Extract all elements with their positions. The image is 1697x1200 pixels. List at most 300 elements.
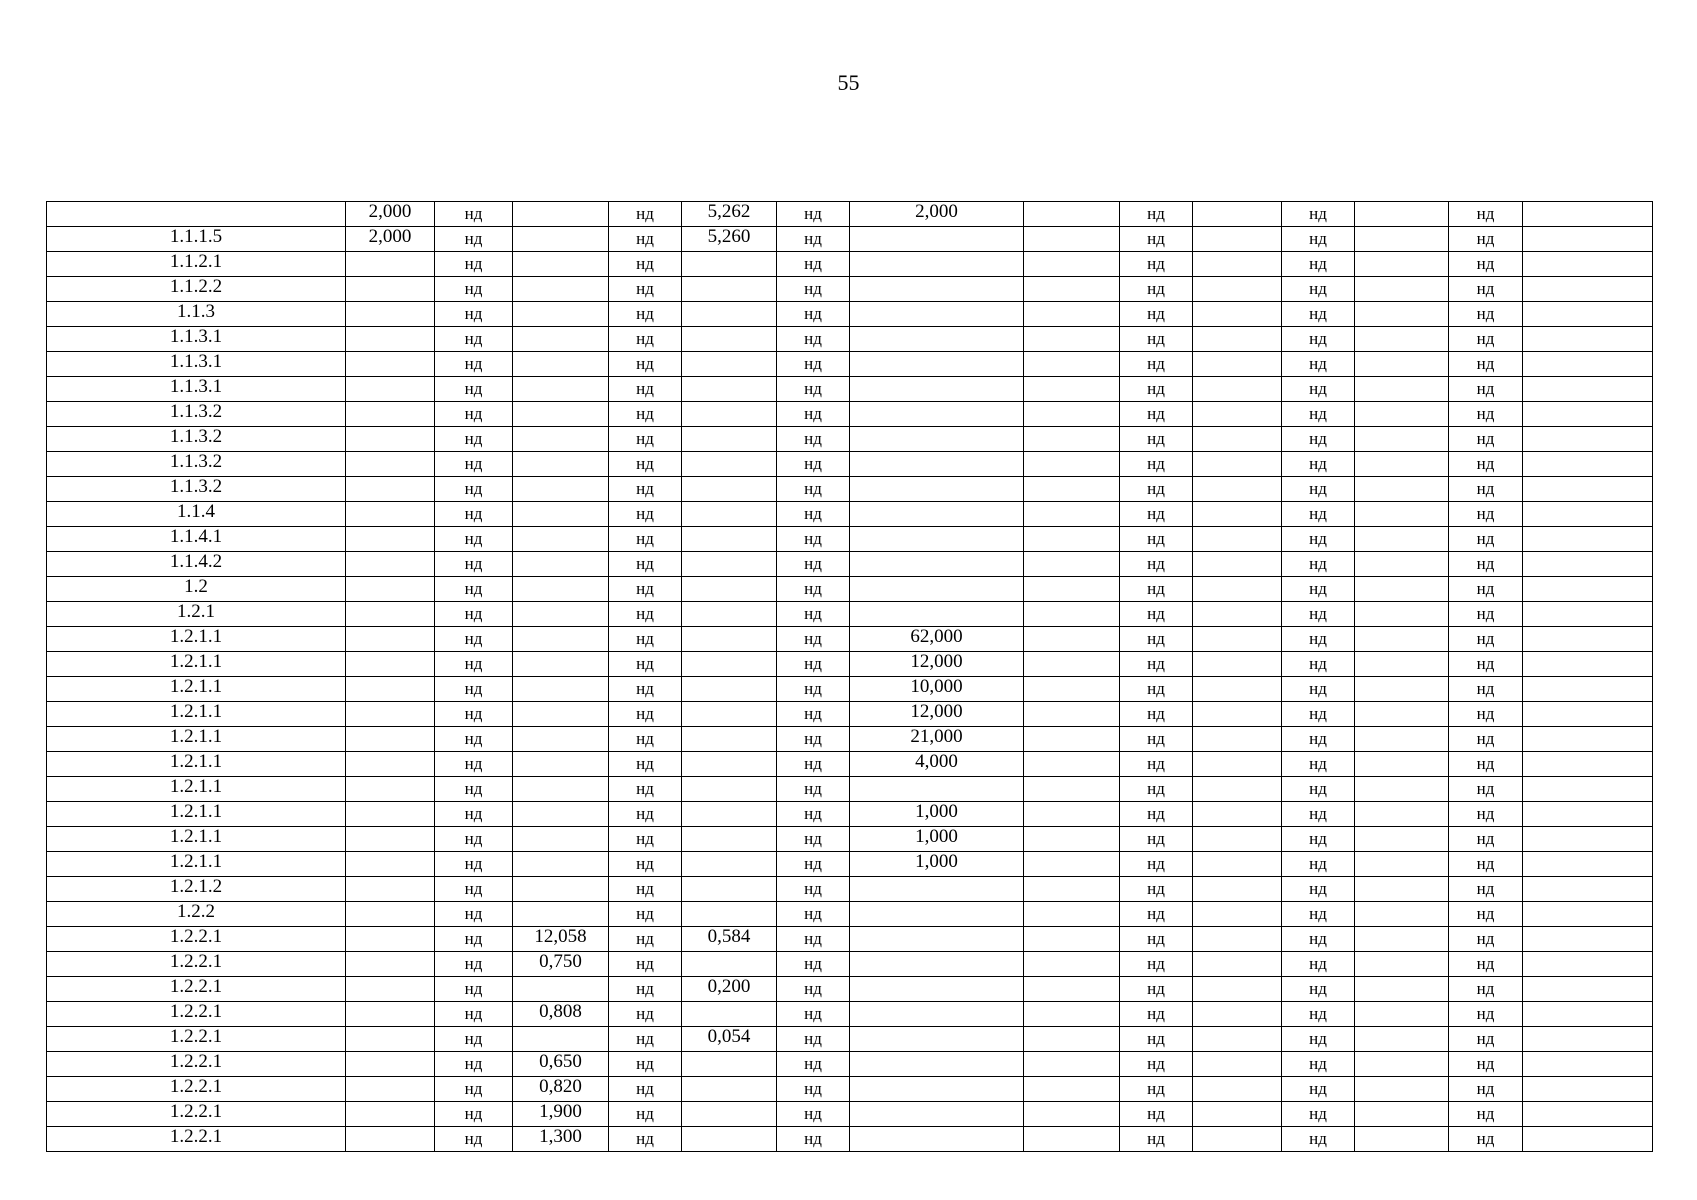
table-cell <box>1355 377 1449 402</box>
table-cell: нд <box>777 552 850 577</box>
table-cell <box>513 202 609 227</box>
table-cell: нд <box>1282 1102 1355 1127</box>
table-cell <box>1193 1077 1282 1102</box>
row-code-cell: 1.2.2.1 <box>47 927 346 952</box>
table-cell <box>682 427 777 452</box>
row-code-cell: 1.1.4.1 <box>47 527 346 552</box>
table-cell <box>346 1102 435 1127</box>
table-cell: нд <box>1120 652 1193 677</box>
table-cell <box>1193 627 1282 652</box>
table-cell: нд <box>1449 527 1523 552</box>
table-cell <box>346 552 435 577</box>
table-cell: нд <box>609 602 682 627</box>
table-cell <box>1193 527 1282 552</box>
table-cell: нд <box>1282 302 1355 327</box>
table-cell: нд <box>609 252 682 277</box>
table-cell <box>513 527 609 552</box>
table-cell: нд <box>435 652 513 677</box>
table-cell <box>850 527 1024 552</box>
table-cell <box>1193 1002 1282 1027</box>
table-cell <box>513 977 609 1002</box>
table-cell <box>1523 602 1653 627</box>
table-cell <box>1523 1077 1653 1102</box>
table-cell: нд <box>1282 552 1355 577</box>
table-cell <box>513 477 609 502</box>
table-cell <box>1355 227 1449 252</box>
row-code-cell: 1.2.1.1 <box>47 852 346 877</box>
table-cell: 0,054 <box>682 1027 777 1052</box>
row-code-cell: 1.2.2.1 <box>47 1052 346 1077</box>
table-cell: нд <box>1282 877 1355 902</box>
table-cell: нд <box>609 1002 682 1027</box>
row-code-cell: 1.1.3.2 <box>47 427 346 452</box>
table-cell: нд <box>609 227 682 252</box>
table-cell: нд <box>1282 1027 1355 1052</box>
table-cell <box>1024 427 1120 452</box>
table-cell: 5,260 <box>682 227 777 252</box>
table-cell <box>1523 227 1653 252</box>
table-row <box>47 527 1653 552</box>
table-cell: нд <box>435 627 513 652</box>
row-code-cell: 1.1.3.1 <box>47 377 346 402</box>
table-cell <box>1024 727 1120 752</box>
table-cell <box>1355 977 1449 1002</box>
row-code-cell: 1.1.3.2 <box>47 402 346 427</box>
table-cell <box>1193 277 1282 302</box>
table-cell: нд <box>609 777 682 802</box>
table-cell <box>513 502 609 527</box>
table-cell: нд <box>1449 477 1523 502</box>
table-cell: 4,000 <box>850 752 1024 777</box>
table-cell <box>346 677 435 702</box>
table-cell <box>346 1002 435 1027</box>
row-code-cell: 1.2.1.1 <box>47 752 346 777</box>
table-cell <box>513 227 609 252</box>
table-cell: нд <box>609 377 682 402</box>
table-cell <box>346 877 435 902</box>
table-cell <box>682 277 777 302</box>
table-row <box>47 602 1653 627</box>
table-cell: нд <box>1449 827 1523 852</box>
table-cell: нд <box>1449 252 1523 277</box>
table-cell: 12,000 <box>850 652 1024 677</box>
table-cell: нд <box>777 202 850 227</box>
table-cell: нд <box>1449 777 1523 802</box>
table-cell <box>346 627 435 652</box>
table-cell: нд <box>435 227 513 252</box>
table-cell <box>1024 1027 1120 1052</box>
table-cell: нд <box>435 502 513 527</box>
table-cell: нд <box>1449 1102 1523 1127</box>
table-cell: нд <box>1449 452 1523 477</box>
table-cell <box>1355 702 1449 727</box>
table-cell: нд <box>1449 1027 1523 1052</box>
table-cell <box>1193 827 1282 852</box>
table-cell: нд <box>609 352 682 377</box>
table-cell <box>682 302 777 327</box>
table-cell <box>850 877 1024 902</box>
table-cell: 0,584 <box>682 927 777 952</box>
table-cell <box>513 552 609 577</box>
table-cell: 1,000 <box>850 852 1024 877</box>
table-row <box>47 952 1653 977</box>
table-cell <box>1523 902 1653 927</box>
table-cell <box>346 977 435 1002</box>
table-cell <box>1355 827 1449 852</box>
table-cell: нд <box>1282 777 1355 802</box>
table-cell <box>1024 252 1120 277</box>
table-cell <box>1523 352 1653 377</box>
table-row <box>47 727 1653 752</box>
table-cell <box>1024 327 1120 352</box>
table-cell: нд <box>1282 1127 1355 1152</box>
table-cell: нд <box>1120 877 1193 902</box>
table-cell: нд <box>1120 1077 1193 1102</box>
table-cell <box>1193 577 1282 602</box>
table-cell: нд <box>609 702 682 727</box>
row-code-cell <box>47 202 346 227</box>
table-cell <box>1355 552 1449 577</box>
table-cell <box>850 452 1024 477</box>
row-code-cell: 1.1.3 <box>47 302 346 327</box>
table-cell <box>513 577 609 602</box>
table-cell <box>1523 877 1653 902</box>
table-cell: нд <box>435 527 513 552</box>
table-cell: нд <box>1449 902 1523 927</box>
table-cell <box>1355 1027 1449 1052</box>
table-cell <box>682 752 777 777</box>
table-cell: нд <box>777 1052 850 1077</box>
table-cell <box>1523 1052 1653 1077</box>
table-cell <box>1024 902 1120 927</box>
table-row <box>47 252 1653 277</box>
table-cell: нд <box>1282 377 1355 402</box>
table-cell: нд <box>1449 402 1523 427</box>
table-cell <box>1193 1127 1282 1152</box>
row-code-cell: 1.2.1 <box>47 602 346 627</box>
table-cell: нд <box>1282 627 1355 652</box>
table-cell: нд <box>777 277 850 302</box>
table-cell <box>346 652 435 677</box>
table-cell: нд <box>435 977 513 1002</box>
table-cell: нд <box>609 1027 682 1052</box>
table-cell: нд <box>609 502 682 527</box>
table-cell: нд <box>777 777 850 802</box>
table-cell <box>1024 502 1120 527</box>
table-cell: нд <box>1449 927 1523 952</box>
table-row <box>47 977 1653 1002</box>
row-code-cell: 1.2.2.1 <box>47 977 346 1002</box>
table-cell <box>850 427 1024 452</box>
table-cell: нд <box>609 877 682 902</box>
table-cell <box>682 477 777 502</box>
table-cell <box>1193 752 1282 777</box>
table-cell: нд <box>435 427 513 452</box>
table-cell: нд <box>1120 277 1193 302</box>
table-cell <box>1193 702 1282 727</box>
table-cell: нд <box>777 227 850 252</box>
table-cell <box>1523 752 1653 777</box>
row-code-cell: 1.2 <box>47 577 346 602</box>
table-cell: нд <box>1120 852 1193 877</box>
table-cell: нд <box>1282 927 1355 952</box>
table-cell: нд <box>1449 302 1523 327</box>
table-cell <box>682 452 777 477</box>
table-cell <box>513 1027 609 1052</box>
table-cell <box>1024 1052 1120 1077</box>
table-cell <box>513 377 609 402</box>
table-cell <box>850 402 1024 427</box>
table-cell <box>1193 777 1282 802</box>
table-cell: нд <box>1120 927 1193 952</box>
table-cell <box>1024 552 1120 577</box>
table-cell: 1,000 <box>850 827 1024 852</box>
table-cell <box>1355 652 1449 677</box>
table-cell <box>1193 1027 1282 1052</box>
table-cell: нд <box>1120 552 1193 577</box>
table-cell <box>1523 577 1653 602</box>
table-cell: нд <box>777 727 850 752</box>
row-code-cell: 1.2.2 <box>47 902 346 927</box>
table-cell: нд <box>435 377 513 402</box>
table-cell: нд <box>777 752 850 777</box>
table-cell: нд <box>609 677 682 702</box>
table-cell: нд <box>1449 502 1523 527</box>
table-cell: нд <box>1449 677 1523 702</box>
table-cell <box>1193 877 1282 902</box>
table-cell <box>850 602 1024 627</box>
table-cell: нд <box>609 1102 682 1127</box>
table-cell <box>682 952 777 977</box>
table-cell <box>1523 677 1653 702</box>
table-cell <box>682 252 777 277</box>
table-cell <box>682 802 777 827</box>
table-cell: нд <box>1282 477 1355 502</box>
table-cell: нд <box>609 402 682 427</box>
table-cell: нд <box>1449 627 1523 652</box>
table-cell: нд <box>1120 1052 1193 1077</box>
table-cell <box>1355 852 1449 877</box>
table-cell <box>346 777 435 802</box>
table-cell: нд <box>777 302 850 327</box>
table-cell: нд <box>1120 777 1193 802</box>
table-cell: нд <box>435 952 513 977</box>
table-cell <box>346 577 435 602</box>
table-cell <box>1193 327 1282 352</box>
table-cell: 5,262 <box>682 202 777 227</box>
table-cell: нд <box>609 427 682 452</box>
table-cell <box>1193 902 1282 927</box>
table-cell: нд <box>609 627 682 652</box>
table-row <box>47 577 1653 602</box>
table-cell: нд <box>777 252 850 277</box>
table-cell <box>850 927 1024 952</box>
table-cell <box>1024 302 1120 327</box>
table-cell <box>513 252 609 277</box>
row-code-cell: 1.2.1.1 <box>47 802 346 827</box>
table-cell <box>1355 777 1449 802</box>
table-cell <box>1193 227 1282 252</box>
table-cell <box>1024 1127 1120 1152</box>
table-cell: нд <box>1120 527 1193 552</box>
table-cell: нд <box>1282 202 1355 227</box>
table-cell <box>1193 552 1282 577</box>
table-cell: нд <box>1120 502 1193 527</box>
table-cell: нд <box>1120 802 1193 827</box>
table-cell: нд <box>435 1127 513 1152</box>
table-cell <box>1024 627 1120 652</box>
table-cell <box>1024 1002 1120 1027</box>
table-cell <box>1355 252 1449 277</box>
table-cell: нд <box>1282 227 1355 252</box>
table-cell: нд <box>1282 902 1355 927</box>
table-row <box>47 1002 1653 1027</box>
table-cell: нд <box>1120 902 1193 927</box>
table-cell <box>850 1102 1024 1127</box>
table-cell <box>682 727 777 752</box>
table-cell <box>850 552 1024 577</box>
table-cell <box>513 327 609 352</box>
table-cell <box>346 1027 435 1052</box>
table-cell: нд <box>1120 1102 1193 1127</box>
table-cell: нд <box>435 577 513 602</box>
table-cell: нд <box>777 1127 850 1152</box>
table-cell <box>850 277 1024 302</box>
table-cell <box>1193 1052 1282 1077</box>
table-cell <box>346 727 435 752</box>
table-cell <box>513 602 609 627</box>
table-cell: нд <box>609 202 682 227</box>
table-cell <box>850 1052 1024 1077</box>
table-cell: нд <box>1282 327 1355 352</box>
table-cell: нд <box>435 702 513 727</box>
table-cell: нд <box>1120 627 1193 652</box>
table-cell <box>1355 327 1449 352</box>
table-cell: нд <box>1282 802 1355 827</box>
table-cell: нд <box>777 1002 850 1027</box>
table-cell: нд <box>609 552 682 577</box>
table-row <box>47 477 1653 502</box>
table-cell: нд <box>1449 1002 1523 1027</box>
table-cell: 1,000 <box>850 802 1024 827</box>
table-cell <box>1523 702 1653 727</box>
table-cell <box>1024 852 1120 877</box>
table-cell <box>1355 952 1449 977</box>
table-cell <box>346 377 435 402</box>
table-cell <box>682 577 777 602</box>
table-cell <box>682 1002 777 1027</box>
table-row <box>47 852 1653 877</box>
table-cell: нд <box>609 477 682 502</box>
table-cell: нд <box>1449 552 1523 577</box>
table-cell <box>1193 377 1282 402</box>
table-cell <box>1523 777 1653 802</box>
table-cell: нд <box>1282 352 1355 377</box>
table-cell: нд <box>1120 1002 1193 1027</box>
table-cell <box>1523 452 1653 477</box>
table-cell <box>1355 202 1449 227</box>
table-cell: нд <box>1120 427 1193 452</box>
table-row <box>47 777 1653 802</box>
table-cell <box>346 402 435 427</box>
table-cell: нд <box>435 727 513 752</box>
table-cell: нд <box>1120 352 1193 377</box>
table-cell: нд <box>435 1077 513 1102</box>
table-cell <box>346 927 435 952</box>
table-cell <box>513 302 609 327</box>
table-cell: нд <box>1120 477 1193 502</box>
table-cell: нд <box>1449 852 1523 877</box>
table-cell: нд <box>777 377 850 402</box>
table-cell: нд <box>1449 702 1523 727</box>
table-cell: нд <box>435 677 513 702</box>
table-cell: нд <box>1120 1127 1193 1152</box>
table-cell: нд <box>1282 1077 1355 1102</box>
table-cell: нд <box>1282 452 1355 477</box>
table-cell <box>1355 602 1449 627</box>
table-cell <box>513 352 609 377</box>
table-cell <box>682 1052 777 1077</box>
table-cell: 62,000 <box>850 627 1024 652</box>
table-cell <box>1193 977 1282 1002</box>
table-cell: нд <box>777 502 850 527</box>
table-cell <box>850 352 1024 377</box>
table-row <box>47 627 1653 652</box>
table-cell <box>1523 502 1653 527</box>
table-cell: нд <box>435 477 513 502</box>
table-cell: нд <box>1449 977 1523 1002</box>
table-cell: нд <box>1282 752 1355 777</box>
table-row <box>47 277 1653 302</box>
table-cell: нд <box>777 652 850 677</box>
table-cell: 0,808 <box>513 1002 609 1027</box>
table-row <box>47 302 1653 327</box>
table-cell <box>1193 1102 1282 1127</box>
table-cell: нд <box>777 1102 850 1127</box>
table-cell <box>346 527 435 552</box>
table-cell: нд <box>609 977 682 1002</box>
table-cell: нд <box>777 427 850 452</box>
table-cell <box>1193 802 1282 827</box>
table-cell: нд <box>1120 202 1193 227</box>
table-cell <box>850 1002 1024 1027</box>
table-cell: нд <box>609 952 682 977</box>
table-cell <box>1355 627 1449 652</box>
table-cell <box>682 602 777 627</box>
table-cell: нд <box>435 252 513 277</box>
table-cell <box>682 652 777 677</box>
table-cell: нд <box>609 577 682 602</box>
table-cell <box>346 452 435 477</box>
table-cell <box>1523 1102 1653 1127</box>
table-cell: нд <box>435 352 513 377</box>
table-cell: нд <box>1449 727 1523 752</box>
table-cell: нд <box>609 327 682 352</box>
table-cell <box>513 402 609 427</box>
table-cell <box>513 752 609 777</box>
table-cell <box>1355 752 1449 777</box>
table-cell <box>682 677 777 702</box>
row-code-cell: 1.1.4.2 <box>47 552 346 577</box>
table-cell: нд <box>435 827 513 852</box>
table-cell: нд <box>435 452 513 477</box>
table-cell <box>513 902 609 927</box>
table-cell <box>1523 952 1653 977</box>
table-cell <box>513 827 609 852</box>
table-cell: нд <box>1282 277 1355 302</box>
table-cell <box>1024 802 1120 827</box>
table-cell: нд <box>435 202 513 227</box>
